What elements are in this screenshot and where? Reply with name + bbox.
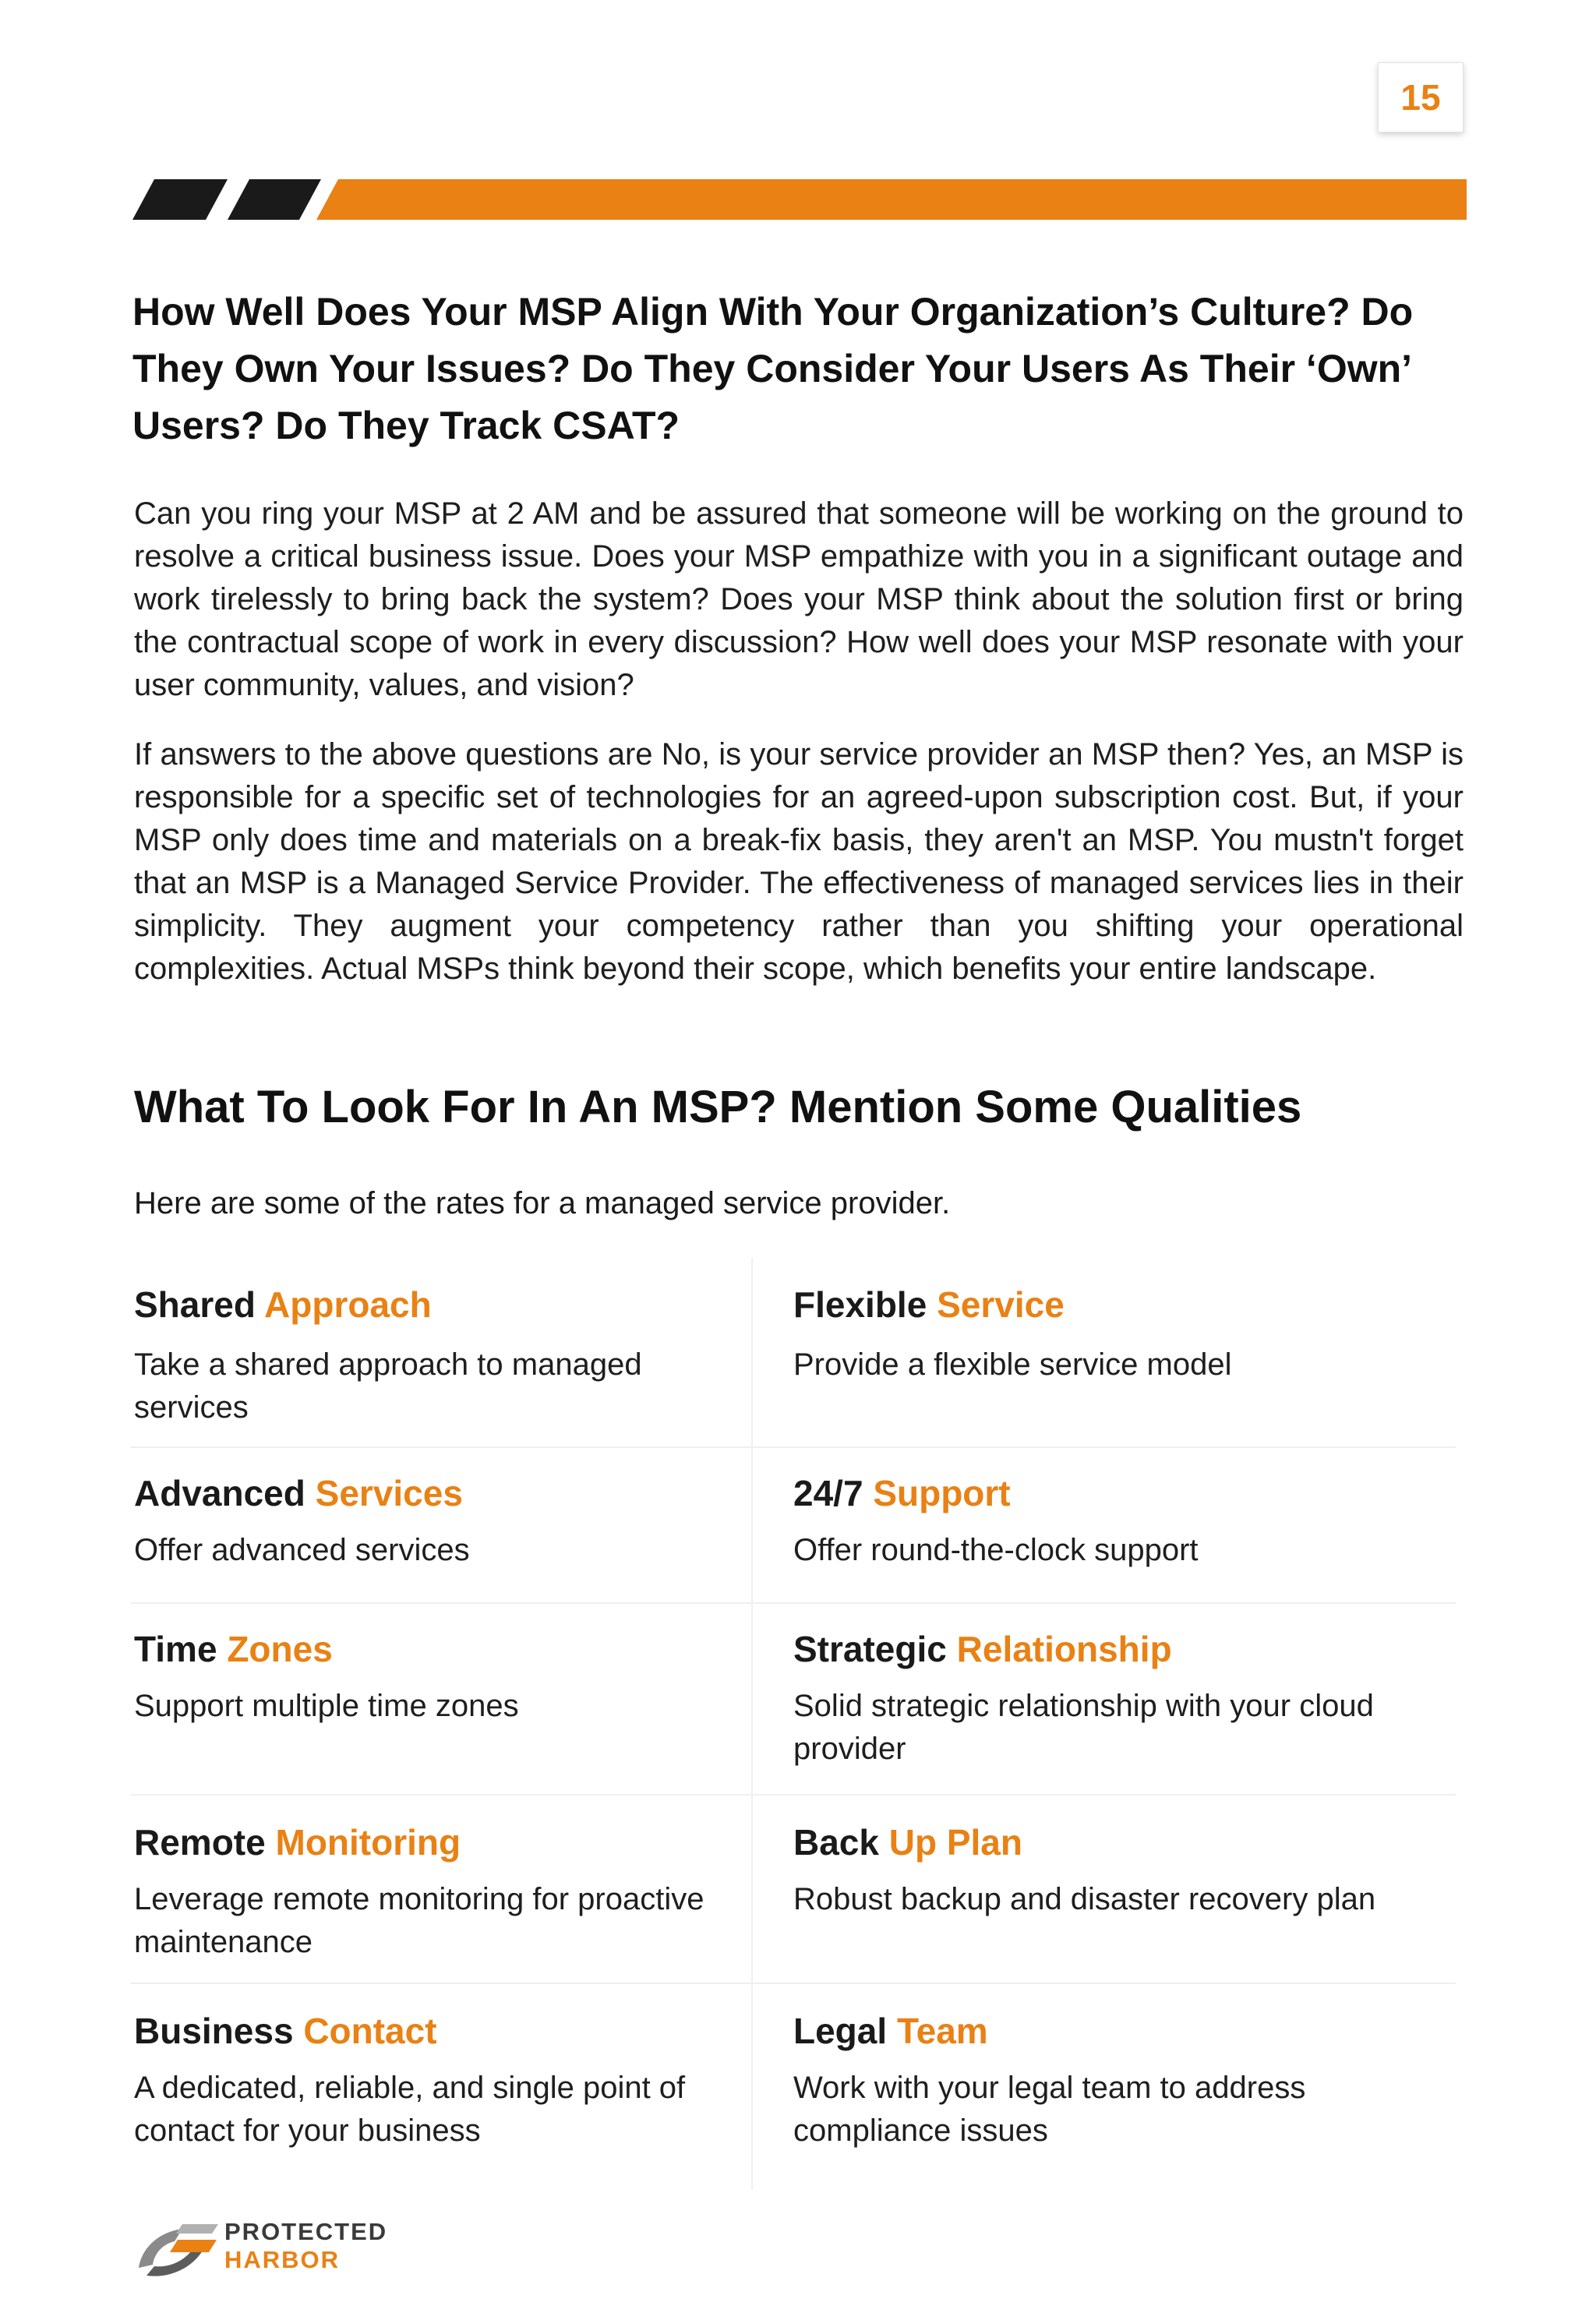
section-heading: How Well Does Your MSP Align With Your Organization’s Culture? Do They Own Your Issues? Do They Consider Your Users As Their ‘Own’ Users? Do They Track CSAT? [132,290,1414,447]
qualities-grid [131,1258,1456,2190]
quality-item [134,1470,742,1572]
quality-title: Legal Team [793,2011,988,2051]
page-number: 15 [1378,62,1464,132]
quality-description: Offer round-the-clock support [793,1533,1199,1567]
quality-item [134,1626,742,1728]
grid-divider [131,1983,1456,1984]
quality-item [793,1819,1401,1921]
quality-description: Offer advanced services [134,1533,470,1567]
quality-item [793,1626,1401,1771]
quality-item [793,1281,1401,1386]
logo-mark-icon [131,2216,224,2282]
quality-description: Provide a flexible service model [793,1347,1232,1382]
quality-item [134,1819,742,1964]
qualities-intro: Here are some of the rates for a managed service provider. [134,1186,951,1220]
quality-item [793,2008,1401,2152]
quality-description: Robust backup and disaster recovery plan [793,1882,1376,1916]
logo-wordmark: PROTECTED HARBOR [224,2218,388,2273]
quality-description: A dedicated, reliable, and single point of contact for your business [134,2071,686,2148]
quality-title: 24/7 Support [793,1473,1011,1513]
grid-divider [131,1794,1456,1796]
protected-harbor-logo [131,2216,396,2282]
quality-description: Take a shared approach to managed services [134,1347,642,1425]
header-decoration-bar [132,179,1467,220]
quality-item [134,1281,742,1429]
quality-title: Business Contact [134,2011,437,2051]
quality-description: Leverage remote monitoring for proactive maintenance [134,1882,704,1959]
quality-title: Flexible Service [793,1284,1065,1325]
grid-divider [131,1602,1456,1604]
quality-item [793,1470,1401,1572]
quality-title: Advanced Services [134,1473,463,1513]
quality-title: Remote Monitoring [134,1822,461,1863]
grid-divider-vertical [751,1258,753,2190]
qualities-heading: What To Look For In An MSP? Mention Some Qualities [134,1082,1302,1132]
quality-title: Strategic Relationship [793,1629,1172,1669]
paragraph-culture: Can you ring your MSP at 2 AM and be assured that someone will be working on the ground to resolve a critical business issue. Does your MSP empathize with you in a significant outage and work tirelessly to bring back the system? Does your MSP think about the solution first or bring the contractual scope of work in every discussion? How well does your MSP resonate with your user community, values, and vision? [134,496,1464,702]
paragraph-msp-definition: If answers to the above questions are No, is your service provider an MSP then? Yes, an MSP is responsible for a specific set of technologies for an agreed-upon subscription cost. But, if your MSP only does time and materials on a break-fix basis, they aren't an MSP. You mustn't forget that an MSP is a Managed Service Provider. The effectiveness of managed services lies in their simplicity. They augment your competency rather than you shifting your operational complexities. Actual MSPs think beyond their scope, which benefits your entire landscape. [134,737,1464,986]
quality-item [134,2008,742,2152]
quality-description: Support multiple time zones [134,1689,519,1723]
quality-title: Time Zones [134,1629,333,1669]
quality-description: Solid strategic relationship with your cloud provider [793,1689,1374,1766]
grid-divider [131,1446,1456,1448]
quality-description: Work with your legal team to address compliance issues [793,2071,1306,2148]
quality-title: Shared Approach [134,1284,432,1325]
quality-title: Back Up Plan [793,1822,1022,1863]
